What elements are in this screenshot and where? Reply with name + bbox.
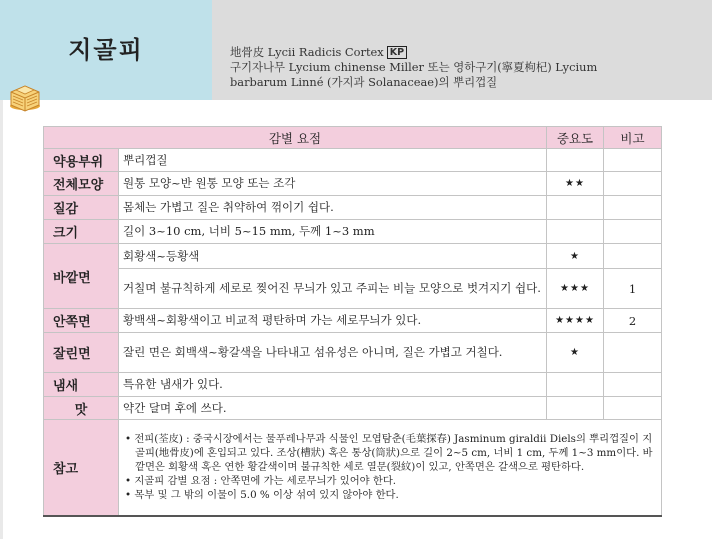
importance-stars (547, 149, 604, 172)
table-row (44, 244, 662, 269)
row-label: 맛 (44, 397, 119, 420)
importance-stars (547, 397, 604, 420)
remark (604, 172, 662, 196)
reference-item-text: 목부 및 그 밖의 이물이 5.0 % 이상 섞여 있지 않아야 한다. (134, 489, 399, 502)
importance-stars: ★★ (547, 172, 604, 196)
header-remark: 비고 (604, 127, 662, 149)
origin-line-2: barbarum Linné (가지과 Solanaceae)의 뿌리껍질 (230, 75, 498, 89)
row-label: 크기 (44, 220, 119, 244)
row-text: 특유한 냄새가 있다. (119, 373, 547, 397)
latin-name: 地骨皮 Lycii Radicis Cortex (230, 45, 384, 59)
remark (604, 149, 662, 172)
row-text: 원통 모양~반 원통 모양 또는 조각 (119, 172, 547, 196)
reference-row (44, 420, 662, 516)
left-margin-line (0, 100, 3, 539)
table-row (44, 309, 662, 333)
reference-cell (119, 420, 662, 516)
row-text: 황백색~회황색이고 비교적 평탄하며 가는 세로무늬가 있다. (119, 309, 547, 333)
reference-item-text: 지골피 감별 요점 : 안쪽면에 가는 세로무늬가 있어야 한다. (134, 475, 397, 488)
table-row (44, 373, 662, 397)
row-label: 바깥면 (44, 244, 119, 309)
table-row (44, 172, 662, 196)
row-label: 전체모양 (44, 172, 119, 196)
remark: 2 (604, 309, 662, 333)
reference-item: • 목부 및 그 밖의 이물이 5.0 % 이상 섞여 있지 않아야 한다. (125, 489, 399, 502)
table-row (44, 397, 662, 420)
reference-item: • 전피(荃皮) : 중국시장에서는 물푸레나무과 식물인 모엽탐춘(毛葉探春) Jasminum giraldii Diels의 뿌리껍질이 지골피(地骨皮)에 혼입되고 있다. 조상(槽狀) 혹은 통상(筒狀)으로 길이 2~5 cm, 너비 1 cm, 두께 1~3 mm이다. 바깥면은 회황색 혹은 연한 황갈색이며 불규칙한 세로 열문(裂紋)이 있고, 안쪽면은 갈색으로 평탄하다. (125, 433, 653, 474)
reference-list (125, 432, 655, 502)
importance-stars (547, 373, 604, 397)
kp-badge: KP (387, 46, 407, 59)
latin-name-line (230, 45, 700, 60)
row-text: 뿌리껍질 (119, 149, 547, 172)
importance-stars (547, 220, 604, 244)
row-text: 길이 3~10 cm, 너비 5~15 mm, 두께 1~3 mm (119, 220, 547, 244)
importance-stars: ★ (547, 333, 604, 373)
remark (604, 333, 662, 373)
reference-label: 참고 (44, 420, 119, 516)
remark (604, 373, 662, 397)
remark (604, 397, 662, 420)
row-text: 몸체는 가볍고 질은 취약하여 꺾이기 쉽다. (119, 196, 547, 220)
reference-item-text: 전피(荃皮) : 중국시장에서는 물푸레나무과 식물인 모엽탐춘(毛葉探春) Jasminum giraldii Diels의 뿌리껍질이 지골피(地骨皮)에 혼입되고 있다. 조상(槽狀) 혹은 통상(筒狀)으로 길이 2~5 cm, 너비 1 cm, 두께 1~3 mm이다. 바깥면은 회황색 혹은 연한 황갈색이며 불규칙한 세로 열문(裂紋)이 있고, 안쪽면은 갈색으로 평탄하다. (134, 433, 653, 474)
importance-stars (547, 196, 604, 220)
row-text: 약간 달며 후에 쓰다. (119, 397, 547, 420)
row-label: 안쪽면 (44, 309, 119, 333)
page-title: 지골피 (68, 36, 144, 64)
row-label: 약용부위 (44, 149, 119, 172)
herb-description (230, 45, 700, 90)
importance-stars: ★★★ (547, 269, 604, 309)
reference-item: • 지골피 감별 요점 : 안쪽면에 가는 세로무늬가 있어야 한다. (125, 475, 397, 488)
identification-table (43, 126, 662, 517)
books-stack-icon (8, 78, 42, 112)
origin-line-1: 구기자나무 Lycium chinense Miller 또는 영하구기(寧夏枸杞) Lycium (230, 60, 598, 74)
table-row (44, 149, 662, 172)
header-importance: 중요도 (547, 127, 604, 149)
row-text: 거칠며 불규칙하게 세로로 찢어진 무늬가 있고 주피는 비늘 모양으로 벗겨지기 쉽다. (119, 269, 547, 309)
table-row (44, 196, 662, 220)
remark (604, 196, 662, 220)
row-label: 잘린면 (44, 333, 119, 373)
remark (604, 220, 662, 244)
table-row (44, 220, 662, 244)
row-label: 질감 (44, 196, 119, 220)
remark (604, 244, 662, 269)
remark: 1 (604, 269, 662, 309)
header-main: 감별 요점 (44, 127, 547, 149)
table-header-row (44, 127, 662, 149)
table-row (44, 269, 662, 309)
row-label: 냄새 (44, 373, 119, 397)
importance-stars: ★ (547, 244, 604, 269)
table-row (44, 333, 662, 373)
importance-stars: ★★★★ (547, 309, 604, 333)
row-text: 회황색~등황색 (119, 244, 547, 269)
row-text: 잘린 면은 회백색~황갈색을 나타내고 섬유성은 아니며, 질은 가볍고 거칠다. (119, 333, 547, 373)
